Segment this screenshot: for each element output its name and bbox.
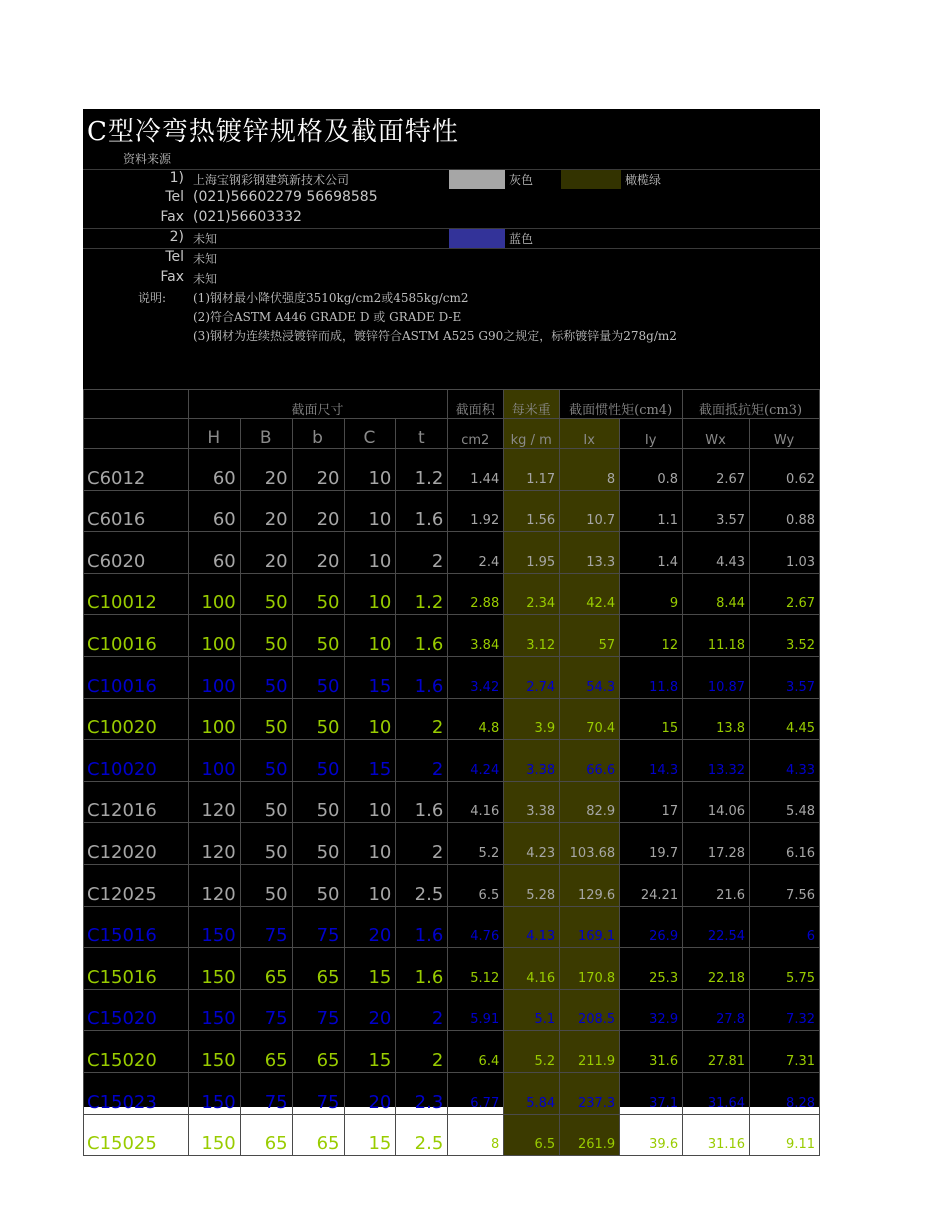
- cell-b: 50: [292, 656, 344, 698]
- cell-wx: 3.57: [683, 490, 750, 532]
- source2-fax: 未知: [193, 272, 218, 286]
- cell-B: 65: [240, 948, 292, 990]
- cell-B: 50: [240, 698, 292, 740]
- source1-number: 1): [169, 170, 184, 186]
- cell-wx: 27.81: [683, 1031, 750, 1073]
- cell-wy: 0.62: [750, 449, 820, 491]
- cell-b: 75: [292, 1072, 344, 1114]
- cell-iy: 37.1: [620, 1072, 683, 1114]
- cell-wx: 10.87: [683, 656, 750, 698]
- cell-t: 1.2: [396, 573, 448, 615]
- cell-t: 1.6: [396, 906, 448, 948]
- cell-area: 4.8: [448, 698, 504, 740]
- table-row: [84, 573, 820, 615]
- cell-B: 50: [240, 573, 292, 615]
- cell-wy: 0.88: [750, 490, 820, 532]
- cell-t: 1.2: [396, 449, 448, 491]
- cell-wy: 3.52: [750, 615, 820, 657]
- table-row: [84, 656, 820, 698]
- spec-table: [83, 389, 820, 1156]
- cell-b: 20: [292, 490, 344, 532]
- cell-C: 15: [344, 1031, 396, 1073]
- cell-wy: 3.57: [750, 656, 820, 698]
- source1-fax: (021)56603332: [193, 209, 302, 225]
- cell-t: 2: [396, 698, 448, 740]
- cell-t: 2.5: [396, 1114, 448, 1156]
- cell-b: 65: [292, 1031, 344, 1073]
- cell-weight: 3.38: [504, 740, 560, 782]
- cell-H: 100: [188, 740, 240, 782]
- cell-t: 2.3: [396, 1072, 448, 1114]
- cell-wx: 21.6: [683, 864, 750, 906]
- cell-wy: 9.11: [750, 1114, 820, 1156]
- table-row: [84, 615, 820, 657]
- cell-iy: 14.3: [620, 740, 683, 782]
- cell-C: 15: [344, 948, 396, 990]
- cell-b: 50: [292, 823, 344, 865]
- cell-t: 2: [396, 740, 448, 782]
- cell-area: 4.24: [448, 740, 504, 782]
- cell-area: 8: [448, 1114, 504, 1156]
- cell-wy: 6.16: [750, 823, 820, 865]
- cell-B: 75: [240, 906, 292, 948]
- cell-t: 2: [396, 532, 448, 574]
- header-row-1: [84, 390, 820, 419]
- cell-wx: 22.18: [683, 948, 750, 990]
- cell-wx: 8.44: [683, 573, 750, 615]
- cell-C: 10: [344, 823, 396, 865]
- cell-iy: 31.6: [620, 1031, 683, 1073]
- cell-iy: 1.1: [620, 490, 683, 532]
- cell-area: 6.4: [448, 1031, 504, 1073]
- table-row: [84, 449, 820, 491]
- cell-iy: 26.9: [620, 906, 683, 948]
- cell-weight: 3.12: [504, 615, 560, 657]
- name: C12016: [84, 781, 189, 823]
- cell-B: 20: [240, 490, 292, 532]
- cell-H: 150: [188, 1072, 240, 1114]
- cell-area: 1.44: [448, 449, 504, 491]
- cell-b: 50: [292, 864, 344, 906]
- cell-C: 10: [344, 781, 396, 823]
- cell-b: 75: [292, 989, 344, 1031]
- cell-H: 60: [188, 490, 240, 532]
- cell-C: 20: [344, 989, 396, 1031]
- cell-weight: 1.56: [504, 490, 560, 532]
- header-dimensions: 截面尺寸: [188, 390, 447, 419]
- cell-C: 10: [344, 864, 396, 906]
- source-label: 资料来源: [123, 152, 172, 166]
- cell-wx: 14.06: [683, 781, 750, 823]
- source1-company: 上海宝钢彩钢建筑新技术公司: [193, 173, 350, 187]
- cell-t: 1.6: [396, 948, 448, 990]
- cell-ix: 211.9: [560, 1031, 620, 1073]
- fax-label: Fax: [160, 269, 184, 285]
- cell-iy: 19.7: [620, 823, 683, 865]
- note-1: (1)钢材最小降伏强度3510kg/cm2或4585kg/cm2: [193, 291, 469, 305]
- cell-H: 120: [188, 781, 240, 823]
- cell-ix: 261.9: [560, 1114, 620, 1156]
- cell-B: 75: [240, 1072, 292, 1114]
- name: C10012: [84, 573, 189, 615]
- cell-iy: 17: [620, 781, 683, 823]
- cell-t: 2: [396, 1031, 448, 1073]
- cell-iy: 12: [620, 615, 683, 657]
- cell-weight: 3.9: [504, 698, 560, 740]
- table-row: [84, 698, 820, 740]
- cell-C: 10: [344, 698, 396, 740]
- col-H: H: [188, 419, 240, 449]
- gray-swatch: [449, 170, 505, 189]
- cell-C: 20: [344, 906, 396, 948]
- cell-area: 4.76: [448, 906, 504, 948]
- name: C15023: [84, 1072, 189, 1114]
- cell-wy: 4.33: [750, 740, 820, 782]
- fax-label: Fax: [160, 209, 184, 225]
- source2-tel: 未知: [193, 252, 218, 266]
- cell-B: 50: [240, 615, 292, 657]
- table-row: [84, 989, 820, 1031]
- cell-wx: 27.8: [683, 989, 750, 1031]
- cell-t: 2: [396, 989, 448, 1031]
- cell-ix: 13.3: [560, 532, 620, 574]
- cell-B: 65: [240, 1114, 292, 1156]
- name: C12025: [84, 864, 189, 906]
- cell-C: 10: [344, 490, 396, 532]
- cell-weight: 2.74: [504, 656, 560, 698]
- cell-area: 1.92: [448, 490, 504, 532]
- cell-ix: 42.4: [560, 573, 620, 615]
- col-B: B: [240, 419, 292, 449]
- cell-iy: 25.3: [620, 948, 683, 990]
- cell-weight: 1.17: [504, 449, 560, 491]
- olive-swatch: [561, 170, 621, 189]
- table-row: [84, 532, 820, 574]
- header-area: 截面积: [448, 390, 504, 419]
- header-blank: [84, 390, 189, 419]
- cell-ix: 208.5: [560, 989, 620, 1031]
- cell-area: 6.77: [448, 1072, 504, 1114]
- cell-ix: 8: [560, 449, 620, 491]
- cell-wy: 7.32: [750, 989, 820, 1031]
- cell-b: 50: [292, 781, 344, 823]
- source2-company: 未知: [193, 232, 218, 246]
- cell-wx: 22.54: [683, 906, 750, 948]
- header-weight: 每米重: [504, 390, 560, 419]
- cell-H: 60: [188, 449, 240, 491]
- cell-H: 60: [188, 532, 240, 574]
- unit-wx: Wx: [683, 419, 750, 449]
- cell-wx: 2.67: [683, 449, 750, 491]
- cell-ix: 57: [560, 615, 620, 657]
- cell-weight: 5.28: [504, 864, 560, 906]
- cell-B: 50: [240, 823, 292, 865]
- name: C6016: [84, 490, 189, 532]
- cell-weight: 1.95: [504, 532, 560, 574]
- table-row: [84, 864, 820, 906]
- cell-wy: 5.75: [750, 948, 820, 990]
- cell-ix: 70.4: [560, 698, 620, 740]
- cell-wy: 7.56: [750, 864, 820, 906]
- cell-wy: 8.28: [750, 1072, 820, 1114]
- tel-label: Tel: [165, 249, 184, 265]
- cell-C: 10: [344, 615, 396, 657]
- cell-area: 5.91: [448, 989, 504, 1031]
- cell-wx: 17.28: [683, 823, 750, 865]
- cell-C: 15: [344, 656, 396, 698]
- cell-t: 2.5: [396, 864, 448, 906]
- cell-H: 120: [188, 823, 240, 865]
- cell-wx: 11.18: [683, 615, 750, 657]
- header-modulus: 截面抵抗矩(cm3): [683, 390, 820, 419]
- spreadsheet: [83, 109, 820, 1155]
- cell-iy: 9: [620, 573, 683, 615]
- cell-b: 50: [292, 615, 344, 657]
- cell-H: 100: [188, 615, 240, 657]
- cell-wx: 13.32: [683, 740, 750, 782]
- cell-b: 50: [292, 740, 344, 782]
- name: C15020: [84, 989, 189, 1031]
- cell-weight: 2.34: [504, 573, 560, 615]
- cell-area: 4.16: [448, 781, 504, 823]
- cell-wy: 6: [750, 906, 820, 948]
- cell-area: 3.42: [448, 656, 504, 698]
- name: C15016: [84, 948, 189, 990]
- cell-ix: 129.6: [560, 864, 620, 906]
- cell-b: 20: [292, 532, 344, 574]
- cell-C: 20: [344, 1072, 396, 1114]
- cell-H: 150: [188, 1114, 240, 1156]
- col-t: t: [396, 419, 448, 449]
- cell-weight: 4.16: [504, 948, 560, 990]
- cell-B: 20: [240, 449, 292, 491]
- cell-iy: 24.21: [620, 864, 683, 906]
- cell-wx: 13.8: [683, 698, 750, 740]
- cell-area: 2.88: [448, 573, 504, 615]
- notes-label: 说明:: [138, 291, 167, 305]
- cell-H: 120: [188, 864, 240, 906]
- unit-area: cm2: [448, 419, 504, 449]
- table-row: [84, 1031, 820, 1073]
- header-row-2: [84, 419, 820, 449]
- cell-weight: 5.84: [504, 1072, 560, 1114]
- unit-iy: Iy: [620, 419, 683, 449]
- cell-iy: 39.6: [620, 1114, 683, 1156]
- name: C10016: [84, 656, 189, 698]
- table-body: [84, 449, 820, 1156]
- name: C15016: [84, 906, 189, 948]
- col-b: b: [292, 419, 344, 449]
- note-3: (3)钢材为连续热浸镀锌而成，镀锌符合ASTM A525 G90之规定，标称镀锌量为278g/m2: [193, 329, 677, 343]
- cell-iy: 15: [620, 698, 683, 740]
- cell-wy: 1.03: [750, 532, 820, 574]
- unit-wy: Wy: [750, 419, 820, 449]
- cell-wx: 31.16: [683, 1114, 750, 1156]
- cell-C: 10: [344, 449, 396, 491]
- cell-t: 1.6: [396, 615, 448, 657]
- name: C10020: [84, 698, 189, 740]
- cell-ix: 103.68: [560, 823, 620, 865]
- name: C15020: [84, 1031, 189, 1073]
- table-row: [84, 1114, 820, 1156]
- cell-C: 15: [344, 740, 396, 782]
- cell-ix: 170.8: [560, 948, 620, 990]
- cell-t: 1.6: [396, 781, 448, 823]
- note-2: (2)符合ASTM A446 GRADE D 或 GRADE D-E: [193, 310, 462, 324]
- legend-blue: 蓝色: [509, 232, 534, 246]
- cell-area: 2.4: [448, 532, 504, 574]
- cell-H: 150: [188, 1031, 240, 1073]
- cell-wy: 2.67: [750, 573, 820, 615]
- cell-H: 150: [188, 906, 240, 948]
- tel-label: Tel: [165, 189, 184, 205]
- cell-B: 50: [240, 864, 292, 906]
- legend-gray: 灰色: [509, 173, 534, 187]
- cell-b: 50: [292, 698, 344, 740]
- name: C15025: [84, 1114, 189, 1156]
- blue-swatch: [449, 229, 505, 248]
- cell-H: 100: [188, 656, 240, 698]
- source2-number: 2): [169, 229, 184, 245]
- cell-area: 6.5: [448, 864, 504, 906]
- cell-ix: 54.3: [560, 656, 620, 698]
- name: C6020: [84, 532, 189, 574]
- cell-H: 100: [188, 573, 240, 615]
- cell-weight: 4.23: [504, 823, 560, 865]
- cell-iy: 1.4: [620, 532, 683, 574]
- table-row: [84, 781, 820, 823]
- divider: [83, 248, 820, 249]
- cell-weight: 3.38: [504, 781, 560, 823]
- name: C10020: [84, 740, 189, 782]
- legend-olive: 橄榄绿: [625, 173, 662, 187]
- cell-t: 2: [396, 823, 448, 865]
- col-C: C: [344, 419, 396, 449]
- table-row: [84, 906, 820, 948]
- cell-B: 50: [240, 740, 292, 782]
- cell-wy: 5.48: [750, 781, 820, 823]
- table-row: [84, 948, 820, 990]
- cell-iy: 0.8: [620, 449, 683, 491]
- table-row: [84, 740, 820, 782]
- cell-weight: 6.5: [504, 1114, 560, 1156]
- cell-B: 75: [240, 989, 292, 1031]
- header-inertia: 截面惯性矩(cm4): [560, 390, 683, 419]
- cell-wx: 4.43: [683, 532, 750, 574]
- cell-area: 5.2: [448, 823, 504, 865]
- cell-ix: 169.1: [560, 906, 620, 948]
- cell-C: 10: [344, 532, 396, 574]
- page-title: C型冷弯热镀锌规格及截面特性: [87, 117, 459, 147]
- table-row: [84, 823, 820, 865]
- cell-weight: 5.2: [504, 1031, 560, 1073]
- name: C12020: [84, 823, 189, 865]
- cell-weight: 4.13: [504, 906, 560, 948]
- cell-B: 65: [240, 1031, 292, 1073]
- table-row: [84, 490, 820, 532]
- cell-B: 50: [240, 656, 292, 698]
- cell-ix: 66.6: [560, 740, 620, 782]
- cell-ix: 237.3: [560, 1072, 620, 1114]
- cell-wx: 31.64: [683, 1072, 750, 1114]
- cell-wy: 7.31: [750, 1031, 820, 1073]
- name: C6012: [84, 449, 189, 491]
- cell-C: 15: [344, 1114, 396, 1156]
- cell-t: 1.6: [396, 656, 448, 698]
- cell-b: 65: [292, 1114, 344, 1156]
- header-blank: [84, 419, 189, 449]
- cell-iy: 32.9: [620, 989, 683, 1031]
- cell-t: 1.6: [396, 490, 448, 532]
- cell-wy: 4.45: [750, 698, 820, 740]
- source1-tel: (021)56602279 56698585: [193, 189, 378, 205]
- cell-ix: 82.9: [560, 781, 620, 823]
- cell-b: 65: [292, 948, 344, 990]
- cell-b: 20: [292, 449, 344, 491]
- cell-b: 50: [292, 573, 344, 615]
- cell-area: 3.84: [448, 615, 504, 657]
- cell-area: 5.12: [448, 948, 504, 990]
- unit-weight: kg / m: [504, 419, 560, 449]
- cell-ix: 10.7: [560, 490, 620, 532]
- cell-H: 100: [188, 698, 240, 740]
- cell-B: 50: [240, 781, 292, 823]
- cell-H: 150: [188, 989, 240, 1031]
- cell-b: 75: [292, 906, 344, 948]
- unit-ix: Ix: [560, 419, 620, 449]
- cell-B: 20: [240, 532, 292, 574]
- table-row: [84, 1072, 820, 1114]
- cell-iy: 11.8: [620, 656, 683, 698]
- cell-H: 150: [188, 948, 240, 990]
- cell-weight: 5.1: [504, 989, 560, 1031]
- cell-C: 10: [344, 573, 396, 615]
- name: C10016: [84, 615, 189, 657]
